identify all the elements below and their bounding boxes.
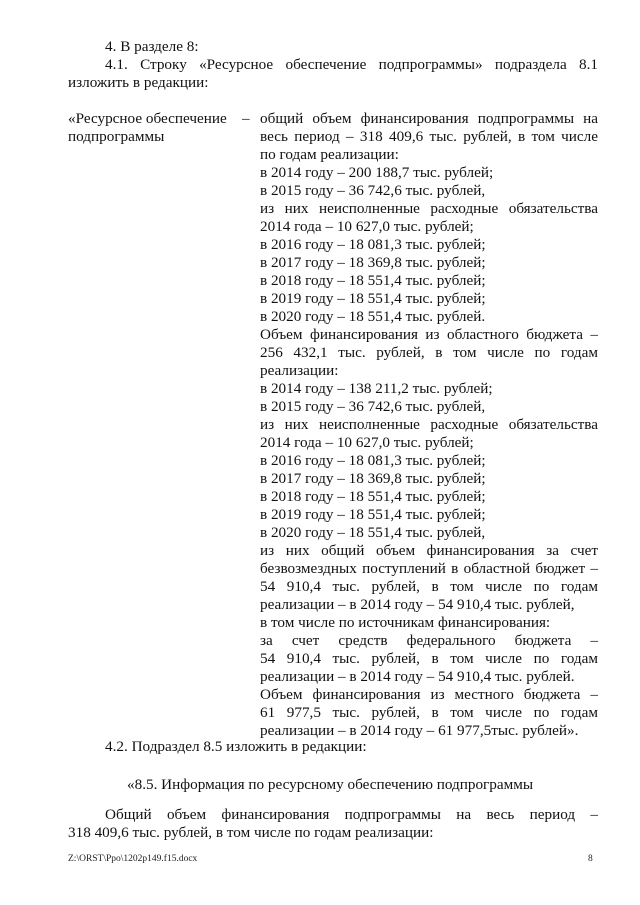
table-row-value-line: в том числе по источникам финансирования: (260, 614, 551, 631)
table-row-dash: – (242, 110, 250, 127)
table-row-value-line: в 2020 году – 18 551,4 тыс. рублей. (260, 308, 486, 325)
table-row-value-line: в 2016 году – 18 081,3 тыс. рублей; (260, 236, 486, 253)
table-row-value-line: из них неисполненные расходные обязательства (260, 200, 598, 217)
table-row-value-line: в 2015 году – 36 742,6 тыс. рублей, (260, 182, 486, 199)
section-heading: 4. В разделе 8: (105, 38, 199, 55)
table-row-value-line: в 2017 году – 18 369,8 тыс. рублей; (260, 470, 486, 487)
subsection-8-5-title: «8.5. Информация по ресурсному обеспечению подпрограммы (127, 776, 534, 793)
table-row-label (68, 110, 243, 146)
table-row-value-line: в 2018 году – 18 551,4 тыс. рублей; (260, 488, 486, 505)
table-row-value-line: 54 910,4 тыс. рублей, в том числе по годам (260, 650, 598, 667)
table-row-value-line: реализации – в 2014 году – 54 910,4 тыс. рублей, (260, 596, 575, 613)
table-row-label-line1: «Ресурсное обеспечение (68, 110, 227, 127)
table-row-value-line: весь период – 318 409,6 тыс. рублей, в том числе (260, 128, 598, 145)
footer-page-number: 8 (588, 854, 593, 864)
table-row-value-line: в 2016 году – 18 081,3 тыс. рублей; (260, 452, 486, 469)
table-row-value-line: за счет средств федерального бюджета – (260, 632, 598, 649)
table-row-value-line: в 2014 году – 200 188,7 тыс. рублей; (260, 164, 494, 181)
table-row-value-line: в 2019 году – 18 551,4 тыс. рублей; (260, 290, 486, 307)
table-row-value-line: в 2020 году – 18 551,4 тыс. рублей, (260, 524, 486, 541)
table-row-value-line: реализации – в 2014 году – 54 910,4 тыс. рублей. (260, 668, 575, 685)
table-row-value-line: в 2017 году – 18 369,8 тыс. рублей; (260, 254, 486, 271)
table-row-value-line: в 2018 году – 18 551,4 тыс. рублей; (260, 272, 486, 289)
item-4-2: 4.2. Подраздел 8.5 изложить в редакции: (105, 738, 367, 755)
item-4-1-line1: 4.1. Строку «Ресурсное обеспечение подпрограммы» подраздела 8.1 (105, 56, 598, 73)
footer-file-path: Z:\ORST\Ppo\1202p149.f15.docx (68, 854, 198, 864)
table-row-value-line: реализации: (260, 362, 339, 379)
table-row-value-line: 2014 года – 10 627,0 тыс. рублей; (260, 434, 474, 451)
table-row-value-line: из них неисполненные расходные обязательства (260, 416, 598, 433)
table-row-value-line: в 2015 году – 36 742,6 тыс. рублей, (260, 398, 486, 415)
table-row-value-line: общий объем финансирования подпрограммы на (260, 110, 598, 127)
table-row-value-line: в 2019 году – 18 551,4 тыс. рублей; (260, 506, 486, 523)
table-row-value-line: из них общий объем финансирования за счет (260, 542, 598, 559)
table-row-value-line: 54 910,4 тыс. рублей, в том числе по годам (260, 578, 598, 595)
table-row-value-line: реализации – в 2014 году – 61 977,5тыс. рублей». (260, 722, 579, 739)
table-row-value-line: 256 432,1 тыс. рублей, в том числе по годам (260, 344, 598, 361)
table-row-value-line: Объем финансирования из местного бюджета – (260, 686, 598, 703)
table-row-value-line: 2014 года – 10 627,0 тыс. рублей; (260, 218, 474, 235)
table-row-value-line: 61 977,5 тыс. рублей, в том числе по годам (260, 704, 598, 721)
item-4-1-line2: изложить в редакции: (68, 74, 209, 91)
table-row-label-line2: подпрограммы (68, 128, 165, 145)
table-row-value-line: безвозмездных поступлений в областной бюджет – (260, 560, 598, 577)
table-row-value-line: по годам реализации: (260, 146, 399, 163)
table-row-value-line: в 2014 году – 138 211,2 тыс. рублей; (260, 380, 493, 397)
table-row-value-line: Объем финансирования из областного бюджета – (260, 326, 598, 343)
closing-paragraph-line1: Общий объем финансирования подпрограммы на весь период – (105, 806, 598, 823)
closing-paragraph-line2: 318 409,6 тыс. рублей, в том числе по годам реализации: (68, 824, 434, 841)
